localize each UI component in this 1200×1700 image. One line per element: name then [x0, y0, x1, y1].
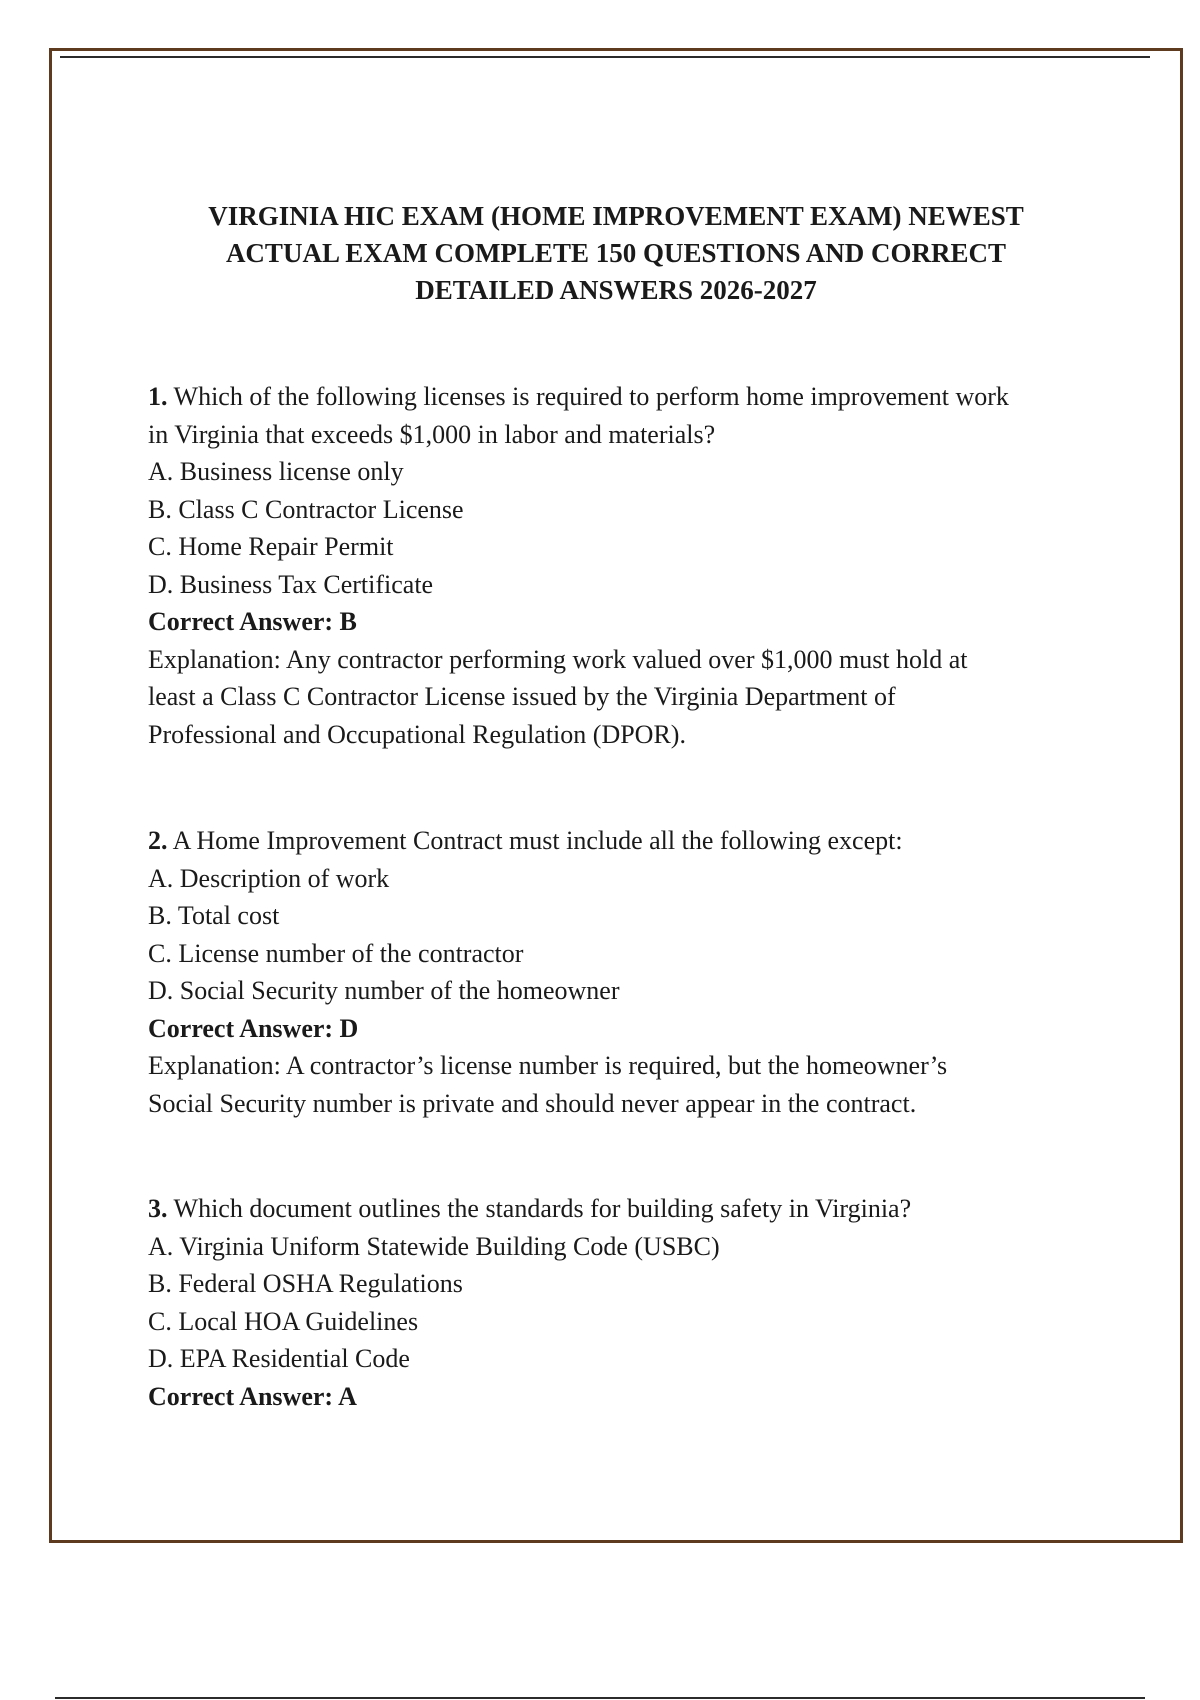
question-text: [148, 1190, 1108, 1228]
question-3: [148, 1190, 1108, 1415]
title-line: VIRGINIA HIC EXAM (HOME IMPROVEMENT EXAM) NEWEST: [208, 201, 1024, 231]
option-d: D. Business Tax Certificate: [148, 569, 434, 599]
title-line: ACTUAL EXAM COMPLETE 150 QUESTIONS AND CORRECT: [225, 238, 1007, 268]
question-text-part: Which of the following licenses is required to perform home improvement work: [167, 382, 1009, 411]
correct-answer: Correct Answer: A: [148, 1381, 357, 1411]
question-text: [148, 378, 1108, 416]
bottom-rule: [55, 1697, 1145, 1699]
option-b: B. Federal OSHA Regulations: [148, 1269, 463, 1298]
question-text-part: Which document outlines the standards for building safety in Virginia?: [167, 1194, 912, 1223]
explanation-line: Professional and Occupational Regulation (DPOR).: [148, 719, 686, 749]
explanation-line: Explanation: Any contractor performing work valued over $1,000 must hold at: [148, 644, 968, 674]
option-a: A. Description of work: [148, 863, 390, 893]
title-line: DETAILED ANSWERS 2026-2027: [415, 275, 817, 305]
option-d: D. Social Security number of the homeowner: [148, 976, 620, 1005]
option-b: B. Class C Contractor License: [148, 494, 464, 524]
top-rule: [60, 56, 1150, 58]
correct-answer: Correct Answer: D: [148, 1013, 359, 1043]
option-d: D. EPA Residential Code: [148, 1344, 410, 1373]
question-number: 1.: [148, 382, 168, 411]
option-c: C. Home Repair Permit: [148, 532, 394, 561]
option-b: B. Total cost: [148, 901, 280, 930]
question-number: 3.: [148, 1194, 168, 1223]
explanation-line: least a Class C Contractor License issued by the Virginia Department of: [148, 682, 896, 711]
option-c: C. License number of the contractor: [148, 938, 524, 968]
question-text-part: in Virginia that exceeds $1,000 in labor and materials?: [148, 419, 716, 449]
explanation-line: Explanation: A contractor’s license number is required, but the homeowner’s: [148, 1051, 948, 1080]
document-title: [52, 198, 1180, 309]
question-text-part: A Home Improvement Contract must include all the following except:: [167, 826, 903, 855]
correct-answer: Correct Answer: B: [148, 607, 357, 636]
page-frame: [49, 48, 1183, 1543]
question-number: 2.: [148, 826, 168, 855]
question-text: [148, 822, 1108, 860]
option-a: A. Business license only: [148, 457, 404, 486]
option-c: C. Local HOA Guidelines: [148, 1306, 419, 1336]
option-a: A. Virginia Uniform Statewide Building Code (USBC): [148, 1231, 720, 1261]
question-1: [148, 378, 1108, 753]
explanation-line: Social Security number is private and should never appear in the contract.: [148, 1088, 917, 1118]
question-2: [148, 822, 1108, 1122]
